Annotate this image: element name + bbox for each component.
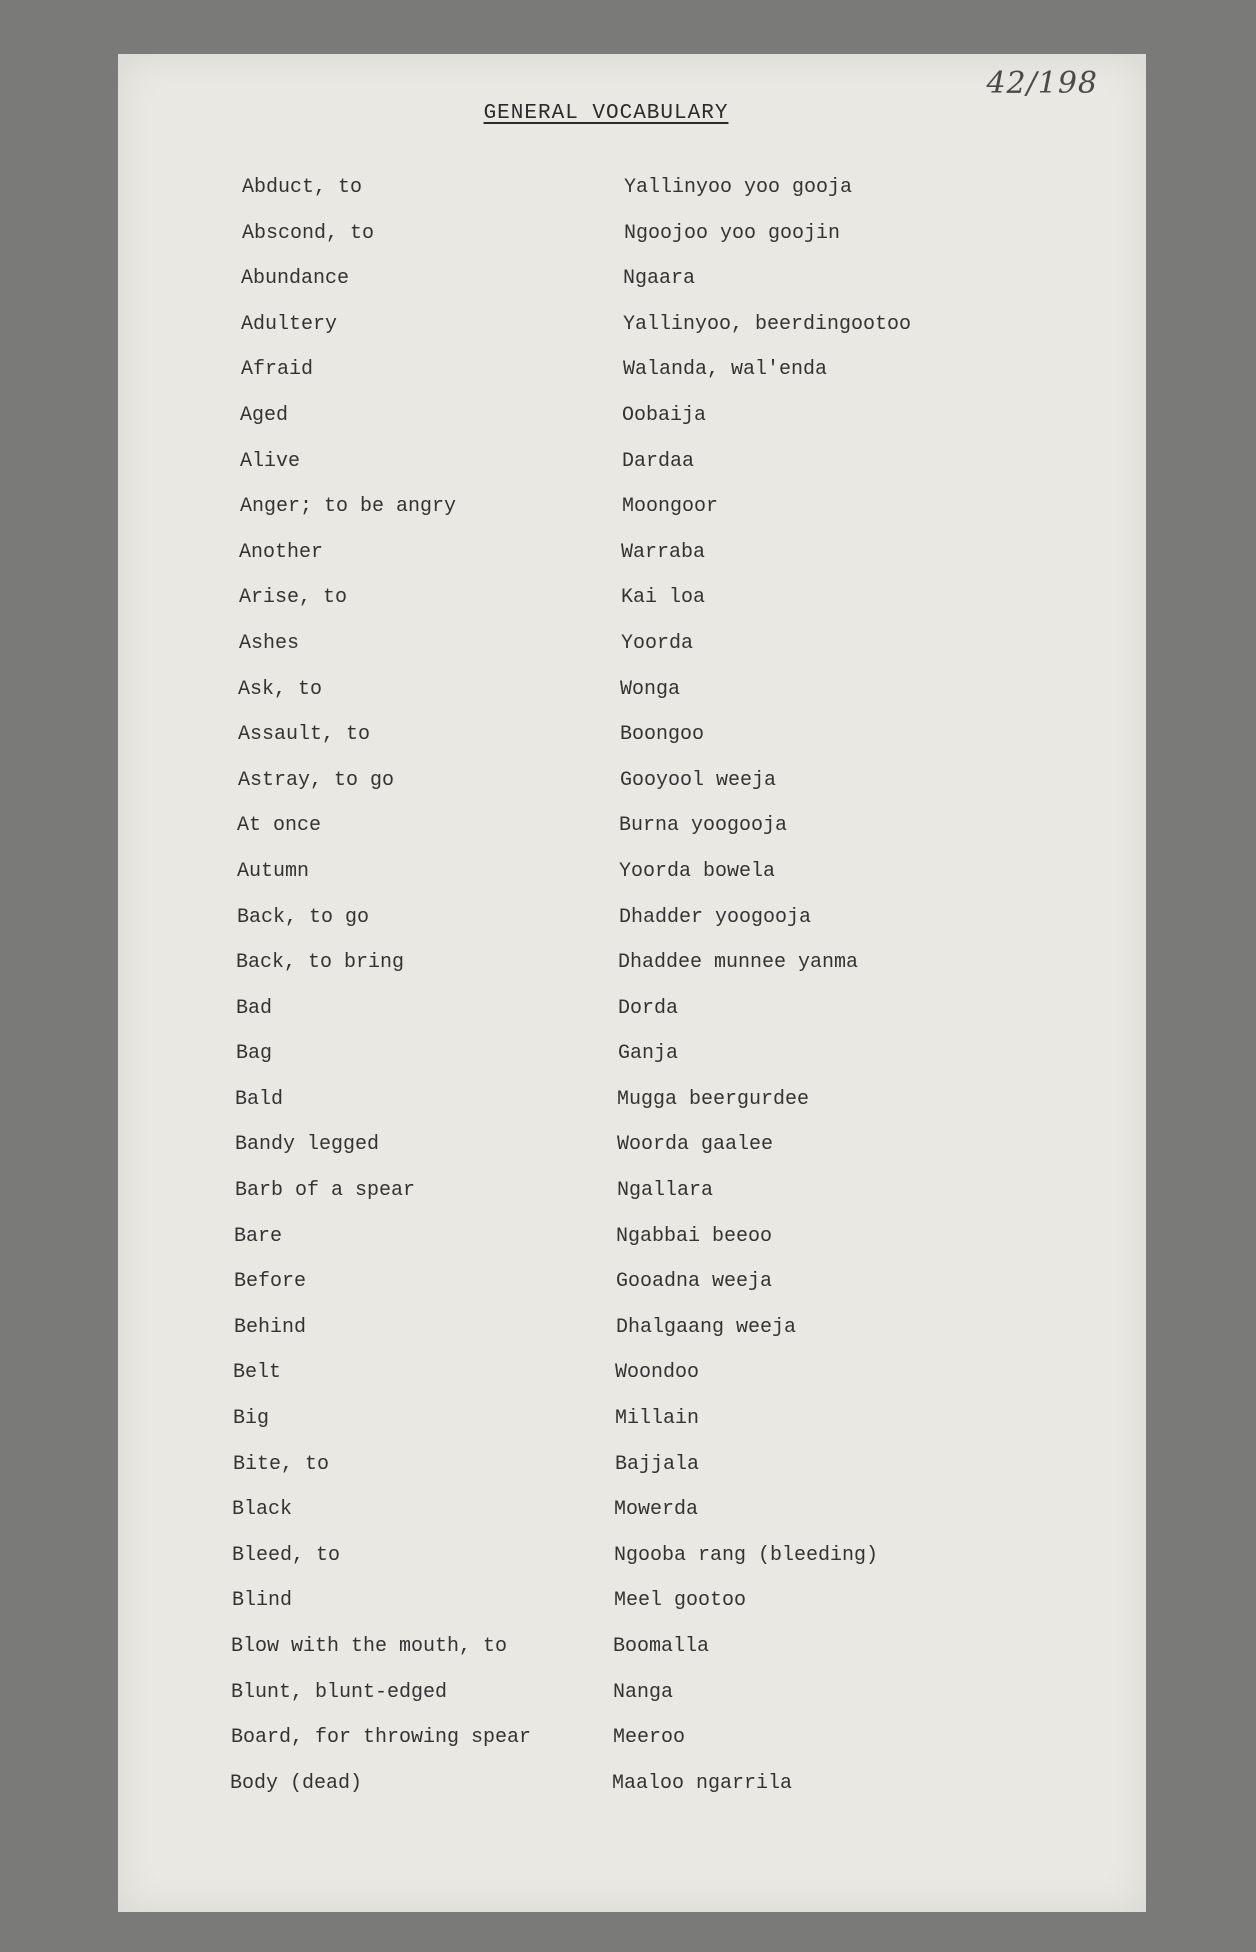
aboriginal-term: Yallinyoo yoo gooja xyxy=(624,176,853,199)
english-term: Bandy legged xyxy=(235,1133,380,1157)
aboriginal-term: Oobaija xyxy=(622,403,707,427)
vocabulary-list xyxy=(230,168,1022,1809)
english-term: Bad xyxy=(236,996,273,1020)
vocabulary-row xyxy=(232,1581,1022,1627)
english-term: Autumn xyxy=(237,859,310,883)
vocabulary-row xyxy=(233,1445,1022,1491)
english-term: Afraid xyxy=(241,358,314,382)
aboriginal-term: Maaloo ngarrila xyxy=(612,1771,793,1795)
english-term: Astray, to go xyxy=(238,768,395,792)
english-term: Back, to bring xyxy=(236,951,405,975)
vocabulary-row xyxy=(241,259,1022,305)
aboriginal-term: Dardaa xyxy=(622,449,695,473)
aboriginal-term: Meel gootoo xyxy=(614,1589,747,1613)
aboriginal-term: Kai loa xyxy=(621,586,706,610)
english-term: Arise, to xyxy=(239,586,348,610)
aboriginal-term: Ngoojoo yoo goojin xyxy=(624,221,841,245)
english-term: Blow with the mouth, to xyxy=(231,1635,508,1658)
aboriginal-term: Dhaddee munnee yanma xyxy=(618,951,859,975)
aboriginal-term: Millain xyxy=(615,1407,700,1431)
english-term: Behind xyxy=(234,1315,307,1339)
vocabulary-row xyxy=(242,168,1022,214)
aboriginal-term: Mowerda xyxy=(614,1498,699,1522)
aboriginal-term: Bajjala xyxy=(615,1452,700,1476)
aboriginal-term: Ngabbai beeoo xyxy=(616,1224,773,1248)
aboriginal-term: Woorda gaalee xyxy=(617,1133,774,1157)
english-term: Abscond, to xyxy=(242,221,375,245)
aboriginal-term: Nanga xyxy=(613,1680,674,1704)
english-term: Body (dead) xyxy=(230,1771,363,1795)
vocabulary-row xyxy=(239,533,1022,579)
vocabulary-row xyxy=(233,1399,1022,1445)
english-term: At once xyxy=(237,814,322,838)
english-term: Board, for throwing spear xyxy=(231,1726,532,1750)
vocabulary-row xyxy=(238,761,1022,807)
vocabulary-row xyxy=(242,214,1022,260)
vocabulary-row xyxy=(236,989,1022,1035)
english-term: Blind xyxy=(232,1589,293,1613)
english-term: Blunt, blunt-edged xyxy=(231,1680,448,1704)
aboriginal-term: Moongoor xyxy=(622,495,719,519)
vocabulary-row xyxy=(240,442,1022,488)
vocabulary-row xyxy=(237,806,1022,852)
vocabulary-row xyxy=(237,852,1022,898)
vocabulary-row xyxy=(239,624,1022,670)
aboriginal-term: Dhalgaang weeja xyxy=(616,1315,797,1339)
aboriginal-term: Woondoo xyxy=(615,1361,700,1385)
folio-number: 42/198 xyxy=(986,66,1098,101)
aboriginal-term: Meeroo xyxy=(613,1726,686,1750)
vocabulary-row xyxy=(236,943,1022,989)
aboriginal-term: Yoorda bowela xyxy=(619,859,776,883)
english-term: Bag xyxy=(236,1042,273,1066)
aboriginal-term: Ngallara xyxy=(617,1179,714,1203)
english-term: Another xyxy=(239,540,324,564)
vocabulary-row xyxy=(231,1627,1022,1673)
aboriginal-term: Gooyool weeja xyxy=(620,768,777,792)
vocabulary-row xyxy=(232,1490,1022,1536)
english-term: Anger; to be angry xyxy=(240,495,457,519)
aboriginal-term: Boongoo xyxy=(620,723,705,747)
vocabulary-row xyxy=(238,670,1022,716)
english-term: Belt xyxy=(233,1361,282,1385)
aboriginal-term: Ngooba rang (bleeding) xyxy=(614,1543,879,1567)
aboriginal-term: Wonga xyxy=(620,677,681,701)
vocabulary-row xyxy=(231,1673,1022,1719)
english-term: Bare xyxy=(234,1224,283,1248)
english-term: Black xyxy=(232,1498,293,1522)
vocabulary-row xyxy=(236,1034,1022,1080)
vocabulary-row xyxy=(233,1353,1022,1399)
english-term: Abduct, to xyxy=(242,176,363,199)
english-term: Abundance xyxy=(241,267,350,291)
vocabulary-row xyxy=(232,1536,1022,1582)
english-term: Aged xyxy=(240,403,289,427)
english-term: Big xyxy=(233,1407,270,1431)
english-term: Assault, to xyxy=(238,723,371,747)
aboriginal-term: Ganja xyxy=(618,1042,679,1066)
vocabulary-row xyxy=(234,1262,1022,1308)
document-page xyxy=(118,54,1146,1912)
english-term: Ask, to xyxy=(238,677,323,701)
aboriginal-term: Mugga beergurdee xyxy=(617,1087,810,1111)
aboriginal-term: Dorda xyxy=(618,996,679,1020)
english-term: Ashes xyxy=(239,631,300,655)
vocabulary-row xyxy=(240,487,1022,533)
vocabulary-row xyxy=(234,1217,1022,1263)
aboriginal-term: Dhadder yoogooja xyxy=(619,905,812,929)
aboriginal-term: Gooadna weeja xyxy=(616,1270,773,1294)
vocabulary-row xyxy=(231,1718,1022,1764)
english-term: Adultery xyxy=(241,312,338,336)
vocabulary-row xyxy=(235,1171,1022,1217)
vocabulary-row xyxy=(237,898,1022,944)
page-heading: GENERAL VOCABULARY xyxy=(483,102,729,125)
aboriginal-term: Warraba xyxy=(621,540,706,564)
english-term: Bald xyxy=(235,1087,284,1111)
vocabulary-row xyxy=(239,578,1022,624)
vocabulary-row xyxy=(241,305,1022,351)
vocabulary-row xyxy=(241,350,1022,396)
vocabulary-row xyxy=(240,396,1022,442)
english-term: Alive xyxy=(240,449,301,473)
vocabulary-row xyxy=(234,1308,1022,1354)
english-term: Before xyxy=(234,1270,307,1294)
english-term: Bleed, to xyxy=(232,1543,341,1567)
aboriginal-term: Burna yoogooja xyxy=(619,814,788,838)
vocabulary-row xyxy=(230,1764,1022,1810)
vocabulary-row xyxy=(238,715,1022,761)
vocabulary-row xyxy=(235,1125,1022,1171)
vocabulary-row xyxy=(235,1080,1022,1126)
english-term: Barb of a spear xyxy=(235,1179,416,1203)
english-term: Bite, to xyxy=(233,1452,330,1476)
english-term: Back, to go xyxy=(237,905,370,929)
aboriginal-term: Yoorda xyxy=(621,631,694,655)
aboriginal-term: Ngaara xyxy=(623,267,696,291)
aboriginal-term: Boomalla xyxy=(613,1635,710,1658)
aboriginal-term: Walanda, wal'enda xyxy=(623,358,828,382)
aboriginal-term: Yallinyoo, beerdingootoo xyxy=(623,312,912,336)
